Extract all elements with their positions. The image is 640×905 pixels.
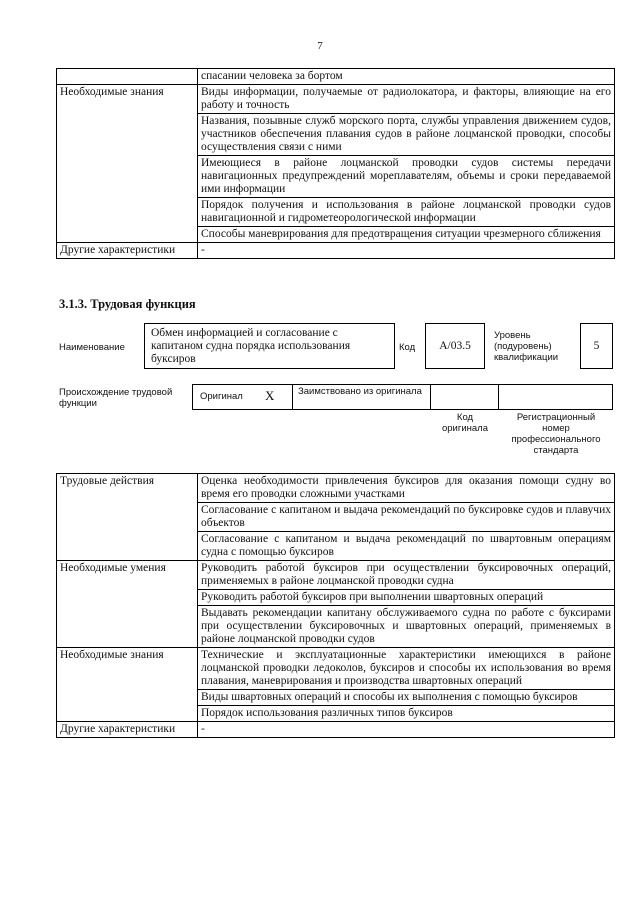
skills-label: Необходимые умения (57, 561, 198, 648)
divider (498, 384, 499, 410)
other-label: Другие характеристики (57, 722, 198, 738)
reg-number-label: Регистрационный номер профессионального стандарта (511, 412, 601, 456)
origin-label: Происхождение трудовой функции (59, 387, 173, 409)
knowledge-item: Виды швартовных операций и способы их выполнения с помощью буксиров (198, 690, 615, 706)
bottom-table (56, 473, 615, 738)
other-value: - (198, 243, 615, 259)
skill-item: Руководить работой буксиров при осуществлении буксировочных операций, применяемых в районе лоцманской проводки судна (198, 561, 615, 590)
borrowed-label: Заимствовано из оригинала (298, 386, 422, 397)
other-value: - (198, 722, 615, 738)
knowledge-item: Технические и эксплуатационные характеристики имеющихся в районе лоцманской проводки ледоколов, буксиров и способы их использования во время плавания, маневрирования и производства швартовных операций (198, 648, 615, 690)
continuation-text: спасании человека за бортом (198, 69, 615, 85)
empty-label-cell (57, 69, 198, 85)
table-row (57, 69, 615, 85)
page-number: 7 (317, 40, 323, 52)
divider (430, 384, 431, 410)
action-item: Согласование с капитаном и выдача рекомендаций по буксировке судов и плавучих объектов (198, 503, 615, 532)
level-value: 5 (580, 323, 613, 369)
table-row (57, 648, 615, 690)
knowledge-item: Порядок получения и использования в районе лоцманской проводки судов навигационной и гидрометеорологической информации (198, 198, 615, 227)
top-table (56, 68, 615, 259)
knowledge-item: Виды информации, получаемые от радиолокатора, и факторы, влияющие на его работу и точность (198, 85, 615, 114)
knowledge-item: Названия, позывные служб морского порта, службы управления движением судов, участников обеспечения плавания судов в районе лоцманской проводки, способы осуществления связи с ними (198, 114, 615, 156)
table-row (57, 85, 615, 114)
knowledge-item: Способы маневрирования для предотвращения ситуации чрезмерного сближения (198, 227, 615, 243)
knowledge-item: Имеющиеся в районе лоцманской проводки судов системы передачи навигационных предупреждений мореплавателям, объемы и сроки передаваемой ими информации (198, 156, 615, 198)
skill-item: Выдавать рекомендации капитану обслуживаемого судна по работе с буксирами при осуществлении буксировочных и швартовных операций, применяемых в районе лоцманской проводки судов (198, 606, 615, 648)
table-row (57, 243, 615, 259)
code-label: Код (399, 342, 416, 353)
knowledge-label: Необходимые знания (57, 85, 198, 243)
level-label: Уровень (подуровень) квалификации (494, 330, 559, 363)
table-row (57, 722, 615, 738)
action-item: Согласование с капитаном и выдача рекомендаций по швартовным операциям судна с помощью буксиров (198, 532, 615, 561)
actions-label: Трудовые действия (57, 474, 198, 561)
knowledge-item: Порядок использования различных типов буксиров (198, 706, 615, 722)
code-original-label: Код оригинала (441, 412, 488, 434)
action-item: Оценка необходимости привлечения буксиров для оказания помощи судну во время его проводки сложными участками (198, 474, 615, 503)
divider (292, 384, 293, 410)
table-row (57, 474, 615, 503)
table-row (57, 561, 615, 590)
section-title: 3.1.3. Трудовая функция (59, 297, 196, 311)
skill-item: Руководить работой буксиров при выполнении швартовных операций (198, 590, 615, 606)
name-value: Обмен информацией и согласование с капитаном судна порядка использования буксиров (144, 323, 395, 369)
other-label: Другие характеристики (57, 243, 198, 259)
code-value: A/03.5 (425, 323, 485, 369)
name-label: Наименование (59, 342, 125, 353)
knowledge-label: Необходимые знания (57, 648, 198, 722)
original-label: Оригинал (200, 391, 243, 402)
original-mark: X (265, 388, 275, 403)
